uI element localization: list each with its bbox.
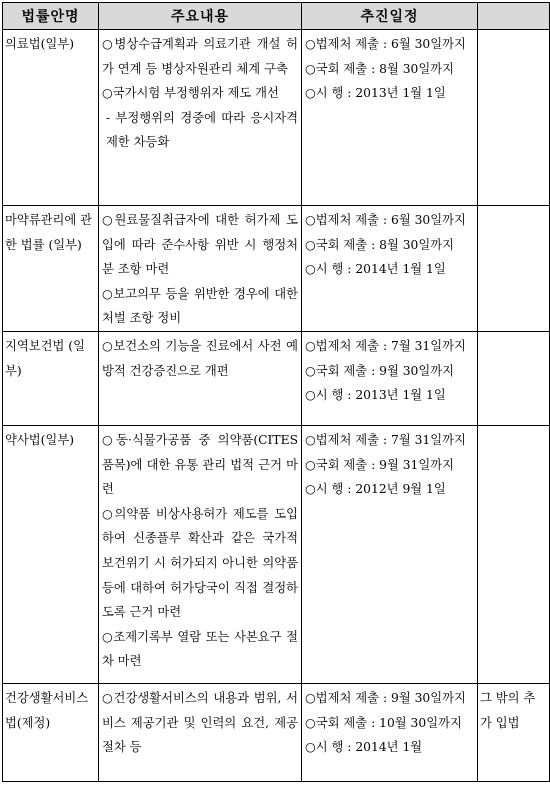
schedule-item: ○법제처 제출 : 9월 30일까지 <box>305 690 466 705</box>
schedule-cell <box>302 206 478 332</box>
header-law-name: 법률안명 <box>3 3 99 30</box>
schedule-item: ○국회 제출 : 8월 30일까지 <box>305 237 455 252</box>
content-item: ○원료물질취급자에 대한 허가제 도입에 따라 준수사항 위반 시 행정처분 조항 마련 <box>102 213 298 277</box>
schedule-item: ○법제처 제출 : 7월 31일까지 <box>305 432 466 447</box>
content-cell <box>99 683 302 781</box>
header-note <box>478 3 550 30</box>
schedule-item: ○국회 제출 : 9월 30일까지 <box>305 363 455 378</box>
header-main-content: 주요내용 <box>99 3 302 30</box>
content-item: ○의약품 비상사용허가 제도를 도입하여 신종플루 확산과 같은 국가적 보건위기 시 허가되지 아니한 의약품 등에 대하여 허가당국이 직접 결정하도록 근거 마련 <box>102 506 298 620</box>
schedule-cell <box>302 425 478 683</box>
schedule-item: ○국회 제출 : 10월 30일까지 <box>305 715 462 730</box>
schedule-item: ○법제처 제출 : 6월 30일까지 <box>305 213 466 227</box>
schedule-item: ○시 행 : 2013년 1월 1일 <box>305 388 446 403</box>
note-cell <box>478 331 550 425</box>
legislation-table <box>2 2 550 782</box>
law-name-cell: 지역보건법 (일부) <box>3 331 99 425</box>
table-row <box>3 30 550 206</box>
table-row <box>3 206 550 332</box>
schedule-item: ○법제처 제출 : 7월 31일까지 <box>305 338 466 353</box>
content-item: ○보건소의 기능을 진료에서 사전 예방적 건강증진으로 개편 <box>102 338 298 378</box>
schedule-item: ○시 행 : 2012년 9월 1일 <box>305 482 446 497</box>
schedule-cell <box>302 30 478 206</box>
content-cell <box>99 206 302 332</box>
schedule-item: ○시 행 : 2014년 1월 1일 <box>305 262 446 277</box>
content-subitem: - 부정행위의 경중에 따라 응시자격 제한 차등화 <box>106 110 298 150</box>
law-name-cell: 의료법(일부) <box>3 30 99 206</box>
table-row <box>3 683 550 781</box>
schedule-item: ○국회 제출 : 8월 30일까지 <box>305 61 455 76</box>
content-item: ○동·식물가공품 중 의약품(CITES 품목)에 대한 유통 관리 법적 근거 마련 <box>102 432 298 497</box>
table-header-row <box>3 3 550 30</box>
content-item: ○조제기록부 열람 또는 사본요구 절차 마련 <box>102 629 298 669</box>
content-item: ○보고의무 등을 위반한 경우에 대한 처벌 조항 정비 <box>102 286 298 326</box>
content-item: ○국가시험 부정행위자 제도 개선 <box>102 86 279 101</box>
header-schedule: 추진일정 <box>302 3 478 30</box>
schedule-item: ○법제처 제출 : 6월 30일까지 <box>305 37 466 51</box>
content-cell <box>99 425 302 683</box>
note-cell: 그 밖의 추가 입법 <box>478 683 550 781</box>
content-cell <box>99 30 302 206</box>
schedule-cell <box>302 331 478 425</box>
schedule-item: ○국회 제출 : 9월 31일까지 <box>305 457 455 472</box>
note-cell <box>478 206 550 332</box>
content-item: ○병상수급계획과 의료기관 개설 허가 연계 등 병상자원관리 체계 구축 <box>102 37 298 76</box>
note-cell <box>478 30 550 206</box>
note-cell <box>478 425 550 683</box>
table-row <box>3 425 550 683</box>
law-name-cell: 건강생활서비스법(제정) <box>3 683 99 781</box>
content-item: ○건강생활서비스의 내용과 범위, 서비스 제공기관 및 인력의 요건, 제공 절차 등 <box>102 690 298 755</box>
law-name-cell: 마약류관리에 관한 법률 (일부) <box>3 206 99 332</box>
content-cell <box>99 331 302 425</box>
table-row <box>3 331 550 425</box>
law-name-cell: 약사법(일부) <box>3 425 99 683</box>
schedule-item: ○시 행 : 2014년 1월 <box>305 740 423 755</box>
schedule-item: ○시 행 : 2013년 1월 1일 <box>305 86 446 101</box>
schedule-cell <box>302 683 478 781</box>
